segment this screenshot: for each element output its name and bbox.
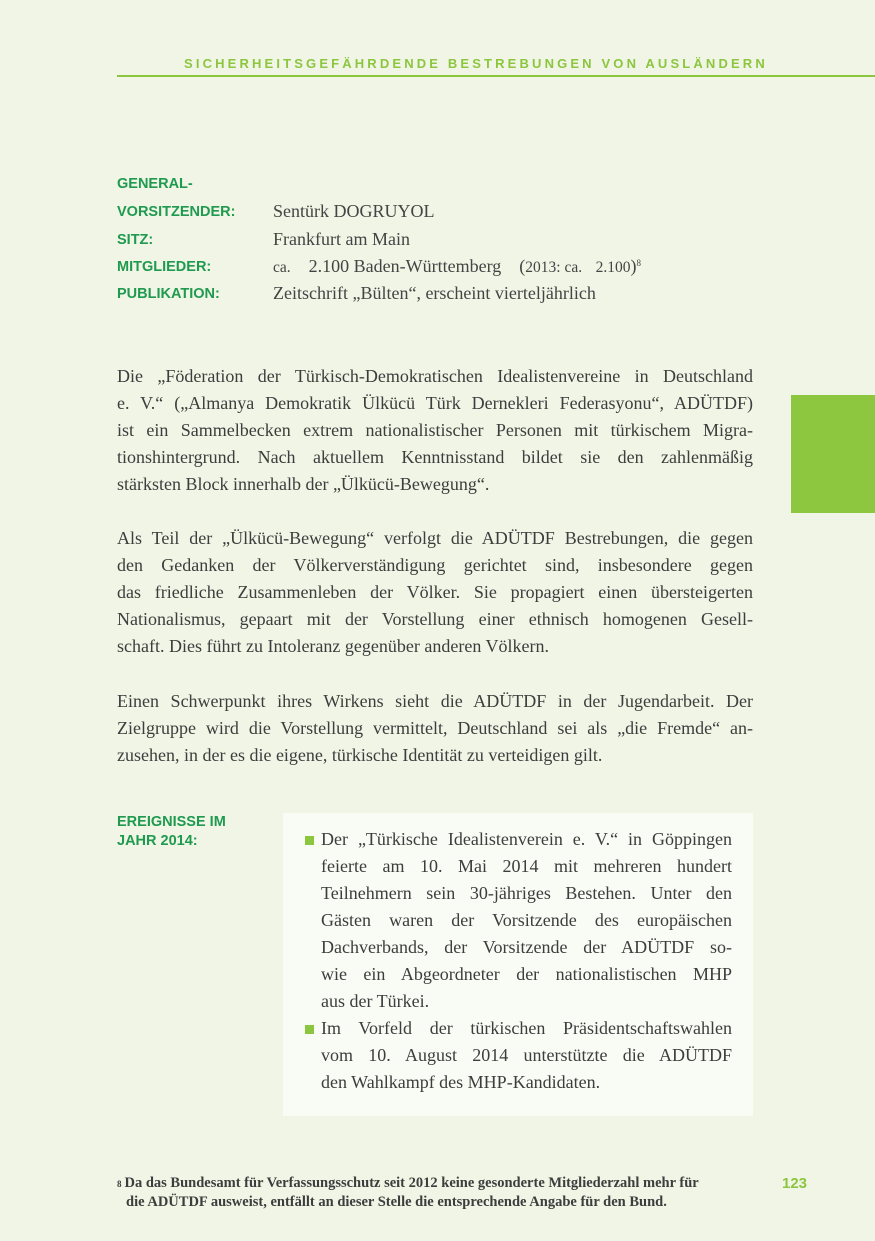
event-line: vom 10. August 2014 unterstützte die ADÜTDF	[321, 1045, 732, 1065]
members-ca: ca.	[273, 259, 291, 276]
paragraph-line: den Gedanken der Völkerverständigung gerichtet sind, insbesondere gegen	[117, 555, 753, 575]
event-line: Dachverbands, der Vorsitzende der ADÜTDF so-	[321, 937, 732, 957]
events-label-line-2: JAHR 2014:	[117, 833, 198, 849]
paragraph-line: zusehen, in der es die eigene, türkische Identität zu verteidigen gilt.	[117, 745, 603, 765]
paragraph-goals	[117, 525, 753, 660]
events-label-line-1: EREIGNISSE IM	[117, 814, 226, 830]
footnote-line-1: Da das Bundesamt für Verfassungsschutz seit 2012 keine gesonderte Mitgliederzahl mehr für	[124, 1175, 699, 1191]
paragraph-line: Die „Föderation der Türkisch-Demokratischen Idealistenvereine in Deutschland	[117, 366, 753, 386]
paragraph-line: Nationalismus, gepaart mit der Vorstellung einer ethnisch homogenen Gesell-	[117, 609, 753, 629]
chapter-tab-marker	[791, 395, 875, 513]
paragraph-line: das friedliche Zusammenleben der Völker. Sie propagiert einen übersteigerten	[117, 582, 753, 602]
footnote-line-2: die ADÜTDF ausweist, entfällt an dieser Stelle die entsprechende Angabe für den Bund.	[126, 1194, 667, 1210]
page-number: 123	[782, 1175, 808, 1192]
running-title: SICHERHEITSGEFÄHRDENDE BESTREBUNGEN VON AUSLÄNDERN	[184, 56, 768, 71]
members-count: 2.100 Baden-Württemberg	[308, 256, 502, 276]
members-prev-open: (	[519, 256, 526, 276]
members-prev: 2013: ca.	[525, 259, 583, 276]
members-prev-close: )	[630, 256, 637, 276]
members-label: MITGLIEDER:	[117, 259, 212, 275]
paragraph-line: Einen Schwerpunkt ihres Wirkens sieht die ADÜTDF in der Jugendarbeit. Der	[117, 691, 753, 711]
event-line: wie ein Abgeordneter der nationalistischen MHP	[321, 964, 732, 984]
chair-label-line-2: VORSITZENDER:	[117, 204, 236, 220]
event-line: Teilnehmern sein 30-jähriges Bestehen. Unter den	[321, 883, 732, 903]
event-line: aus der Türkei.	[321, 991, 430, 1011]
chair-label-line-1: GENERAL-	[117, 176, 193, 192]
paragraph-line: ist ein Sammelbecken extrem nationalistischer Personen mit türkischem Migra-	[117, 420, 753, 440]
header-rule	[117, 75, 875, 77]
footnote-mark: 8	[117, 1179, 122, 1189]
event-line: Im Vorfeld der türkischen Präsidentschaftswahlen	[321, 1018, 732, 1038]
seat-label: SITZ:	[117, 232, 154, 248]
footnote	[117, 1174, 757, 1212]
paragraph-line: tionshintergrund. Nach aktuellem Kenntnisstand bildet sie den zahlenmäßig	[117, 447, 753, 467]
seat-value: Frankfurt am Main	[273, 229, 410, 249]
paragraph-line: e. V.“ („Almanya Demokratik Ülkücü Türk Dernekleri Federasyonu“, ADÜTDF)	[117, 393, 753, 413]
paragraph-intro	[117, 363, 753, 498]
event-line: Gästen waren der Vorsitzende des europäischen	[321, 910, 732, 930]
square-bullet-icon	[305, 836, 314, 845]
event-item	[321, 1015, 732, 1096]
paragraph-line: Zielgruppe wird die Vorstellung vermittelt, Deutschland sei als „die Fremde“ an-	[117, 718, 753, 738]
paragraph-line: schaft. Dies führt zu Intoleranz gegenüber anderen Völkern.	[117, 636, 549, 656]
paragraph-youth	[117, 688, 753, 769]
members-value	[273, 256, 641, 277]
event-line: den Wahlkampf des MHP-Kandidaten.	[321, 1072, 601, 1092]
chair-value: Sentürk DOGRUYOL	[273, 201, 435, 221]
paragraph-line: Als Teil der „Ülkücü-Bewegung“ verfolgt die ADÜTDF Bestrebungen, die gegen	[117, 528, 753, 548]
square-bullet-icon	[305, 1025, 314, 1034]
publication-value: Zeitschrift „Bülten“, erscheint vierteljährlich	[273, 283, 596, 303]
members-prev-count: 2.100	[595, 259, 631, 276]
event-line: Der „Türkische Idealistenverein e. V.“ in Göppingen	[321, 829, 732, 849]
publication-label: PUBLIKATION:	[117, 286, 220, 302]
event-line: feierte am 10. Mai 2014 mit mehreren hundert	[321, 856, 732, 876]
event-item	[321, 826, 732, 1015]
events-label	[117, 813, 226, 851]
footnote-ref: 8	[636, 258, 641, 268]
paragraph-line: stärksten Block innerhalb der „Ülkücü-Bewegung“.	[117, 474, 490, 494]
